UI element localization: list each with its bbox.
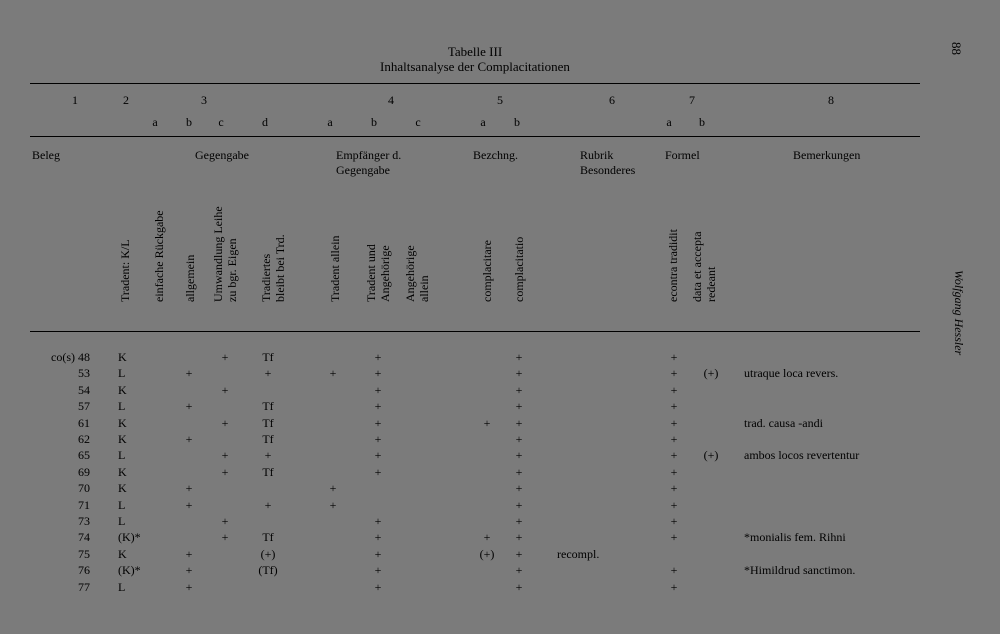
cell-tradent-kl: K bbox=[118, 415, 127, 430]
cell-5b: + bbox=[515, 448, 523, 463]
cell-3d: (+) bbox=[260, 546, 276, 561]
cell-7a: + bbox=[670, 432, 678, 446]
cell-3a: + bbox=[185, 579, 193, 594]
cell-4a: + bbox=[329, 366, 337, 381]
cell-beleg: 71 bbox=[78, 497, 90, 512]
cell-beleg: 61 bbox=[78, 415, 90, 430]
col-number-4: 4 bbox=[388, 93, 394, 107]
cell-tradent-kl: L bbox=[118, 497, 126, 512]
vlabel-tradent-angehoerige: Tradent und Angehörige bbox=[364, 244, 392, 302]
header-rubrik: Rubrik bbox=[580, 148, 614, 162]
cell-4b: + bbox=[374, 464, 382, 479]
cell-5b: + bbox=[515, 366, 523, 381]
cell-3d: Tf bbox=[262, 415, 274, 430]
col-number-5: 5 bbox=[497, 93, 503, 107]
cell-5b: + bbox=[515, 546, 523, 561]
header-empfaenger: Empfänger d. bbox=[336, 148, 402, 162]
cell-tradent-kl: K bbox=[118, 382, 127, 397]
cell-4b: + bbox=[374, 530, 382, 545]
vlabel-complacitare: complacitare bbox=[480, 240, 494, 302]
header-formel: Formel bbox=[665, 148, 700, 162]
cell-beleg: 54 bbox=[78, 382, 90, 397]
cell-tradent-kl: L bbox=[118, 399, 126, 414]
col-number-1: 1 bbox=[72, 93, 78, 107]
cell-4b: + bbox=[374, 432, 382, 446]
cell-7a: + bbox=[670, 350, 678, 364]
cell-3d: (Tf) bbox=[258, 563, 278, 578]
sub-4c: c bbox=[415, 115, 421, 129]
cell-beleg: 69 bbox=[78, 464, 90, 479]
col-number-3: 3 bbox=[201, 93, 207, 107]
vlabel-data-accepta: data et accepta redeant bbox=[690, 231, 718, 302]
vlabel-umwandlung: Umwandlung Leihe zu bgr. Eigen bbox=[211, 206, 239, 302]
cell-5b: + bbox=[515, 399, 523, 414]
cell-beleg: 70 bbox=[78, 481, 90, 496]
cell-5b: + bbox=[515, 432, 523, 446]
cell-5b: + bbox=[515, 464, 523, 479]
cell-5b: + bbox=[515, 579, 523, 594]
cell-3a: + bbox=[185, 399, 193, 414]
cell-4b: + bbox=[374, 579, 382, 594]
col-number-6: 6 bbox=[609, 93, 615, 107]
vlabel-econtra: econtra tradidit bbox=[666, 229, 680, 302]
cell-7a: + bbox=[670, 382, 678, 397]
cell-tradent-kl: K bbox=[118, 546, 127, 561]
cell-3b: + bbox=[221, 382, 229, 397]
sub-5b: b bbox=[514, 115, 520, 129]
cell-5b: + bbox=[515, 350, 523, 364]
cell-3a: + bbox=[185, 497, 193, 512]
cell-3a: + bbox=[185, 432, 193, 446]
cell-7a: + bbox=[670, 399, 678, 414]
cell-3b: + bbox=[221, 415, 229, 430]
vlabel-tradiertes: Tradiertes bleibt bei Trd. bbox=[259, 234, 287, 302]
cell-3a: + bbox=[185, 481, 193, 496]
cell-5b: + bbox=[515, 563, 523, 578]
cell-3d: Tf bbox=[262, 464, 274, 479]
cell-tradent-kl: L bbox=[118, 579, 126, 594]
cell-3b: + bbox=[221, 350, 229, 364]
sub-4b: b bbox=[371, 115, 377, 129]
rule-top bbox=[30, 83, 920, 84]
header-beleg: Beleg bbox=[32, 148, 60, 162]
cell-4a: + bbox=[329, 497, 337, 512]
sub-3b: b bbox=[186, 115, 192, 129]
cell-beleg: 75 bbox=[78, 546, 90, 561]
cell-tradent-kl: (K)* bbox=[118, 530, 141, 545]
vlabel-complacitatio: complacitatio bbox=[512, 236, 526, 302]
cell-8: *Himildrud sanctimon. bbox=[744, 563, 856, 578]
cell-4b: + bbox=[374, 563, 382, 578]
cell-4b: + bbox=[374, 448, 382, 463]
cell-8: utraque loca revers. bbox=[744, 366, 839, 381]
cell-beleg: co(s) 48 bbox=[51, 350, 90, 364]
cell-3d: Tf bbox=[262, 399, 274, 414]
cell-7a: + bbox=[670, 530, 678, 545]
cell-3b: + bbox=[221, 448, 229, 463]
cell-tradent-kl: K bbox=[118, 464, 127, 479]
page-number: 88 bbox=[949, 42, 964, 55]
vlabel-angehoerige-allein: Angehörige allein bbox=[403, 245, 431, 302]
table-title: Tabelle III bbox=[447, 44, 503, 59]
cell-7b: (+) bbox=[703, 448, 719, 463]
cell-tradent-kl: K bbox=[118, 481, 127, 496]
cell-4b: + bbox=[374, 546, 382, 561]
table-subtitle: Inhaltsanalyse der Complacitationen bbox=[380, 59, 570, 74]
col-number-8: 8 bbox=[828, 93, 834, 107]
cell-tradent-kl: K bbox=[118, 350, 127, 364]
cell-beleg: 76 bbox=[78, 563, 90, 578]
vlabel-tradent-kl: Tradent: K/L bbox=[118, 239, 132, 302]
cell-3b: + bbox=[221, 530, 229, 545]
cell-5b: + bbox=[515, 481, 523, 496]
cell-3a: + bbox=[185, 563, 193, 578]
cell-4b: + bbox=[374, 350, 382, 364]
rule-bottom bbox=[30, 331, 920, 332]
cell-4b: + bbox=[374, 415, 382, 430]
cell-5b: + bbox=[515, 415, 523, 430]
cell-4b: + bbox=[374, 366, 382, 381]
cell-8: trad. causa -andi bbox=[744, 415, 823, 430]
cell-5b: + bbox=[515, 497, 523, 512]
cell-3d: Tf bbox=[262, 432, 274, 446]
cell-5a: + bbox=[483, 415, 491, 430]
cell-3d: + bbox=[264, 366, 272, 381]
cell-4b: + bbox=[374, 399, 382, 414]
sub-4a: a bbox=[327, 115, 333, 129]
cell-tradent-kl: L bbox=[118, 514, 126, 528]
cell-5a: (+) bbox=[479, 546, 495, 561]
cell-beleg: 62 bbox=[78, 432, 90, 446]
cell-beleg: 73 bbox=[78, 514, 90, 528]
cell-3d: + bbox=[264, 497, 272, 512]
sub-7b: b bbox=[699, 115, 705, 129]
running-head: Wolfgang Hessler bbox=[952, 270, 966, 356]
sub-3c: c bbox=[218, 115, 224, 129]
cell-8: *monialis fem. Rihni bbox=[744, 530, 846, 545]
vlabel-einfache-rueckgabe: einfache Rückgabe bbox=[152, 210, 166, 302]
sub-5a: a bbox=[480, 115, 486, 129]
cell-beleg: 65 bbox=[78, 448, 90, 463]
cell-beleg: 74 bbox=[78, 530, 90, 545]
sub-7a: a bbox=[666, 115, 672, 129]
cell-7a: + bbox=[670, 514, 678, 528]
cell-7b: (+) bbox=[703, 366, 719, 381]
vlabel-tradent-allein: Tradent allein bbox=[328, 235, 342, 302]
cell-3d: Tf bbox=[262, 530, 274, 545]
cell-7a: + bbox=[670, 481, 678, 496]
cell-7a: + bbox=[670, 497, 678, 512]
cell-3d: Tf bbox=[262, 350, 274, 364]
sub-3a: a bbox=[152, 115, 158, 129]
cell-3b: + bbox=[221, 514, 229, 528]
cell-tradent-kl: (K)* bbox=[118, 563, 141, 578]
cell-5a: + bbox=[483, 530, 491, 545]
cell-5b: + bbox=[515, 530, 523, 545]
cell-3b: + bbox=[221, 464, 229, 479]
cell-7a: + bbox=[670, 366, 678, 381]
header-rubrik-line2: Besonderes bbox=[580, 163, 636, 177]
cell-5b: + bbox=[515, 514, 523, 528]
col-number-7: 7 bbox=[689, 93, 695, 107]
cell-6: recompl. bbox=[557, 546, 600, 561]
header-empfaenger-line2: Gegengabe bbox=[336, 163, 390, 177]
cell-8: ambos locos revertentur bbox=[744, 448, 860, 463]
cell-3a: + bbox=[185, 546, 193, 561]
col-number-2: 2 bbox=[123, 93, 129, 107]
vlabel-allgemein: allgemein bbox=[183, 254, 197, 302]
cell-beleg: 57 bbox=[78, 399, 90, 414]
cell-7a: + bbox=[670, 579, 678, 594]
cell-5b: + bbox=[515, 382, 523, 397]
cell-beleg: 77 bbox=[78, 579, 90, 594]
cell-4b: + bbox=[374, 382, 382, 397]
cell-4a: + bbox=[329, 481, 337, 496]
cell-4b: + bbox=[374, 514, 382, 528]
header-bezchng: Bezchng. bbox=[473, 148, 518, 162]
cell-beleg: 53 bbox=[78, 366, 90, 381]
header-bemerkungen: Bemerkungen bbox=[793, 148, 861, 162]
header-gegengabe: Gegengabe bbox=[195, 148, 249, 162]
cell-tradent-kl: L bbox=[118, 366, 126, 381]
rule-mid bbox=[30, 136, 920, 137]
cell-7a: + bbox=[670, 563, 678, 578]
cell-3a: + bbox=[185, 366, 193, 381]
cell-3d: + bbox=[264, 448, 272, 463]
cell-7a: + bbox=[670, 464, 678, 479]
cell-7a: + bbox=[670, 415, 678, 430]
cell-7a: + bbox=[670, 448, 678, 463]
cell-tradent-kl: K bbox=[118, 432, 127, 446]
cell-tradent-kl: L bbox=[118, 448, 126, 463]
sub-3d: d bbox=[262, 115, 268, 129]
